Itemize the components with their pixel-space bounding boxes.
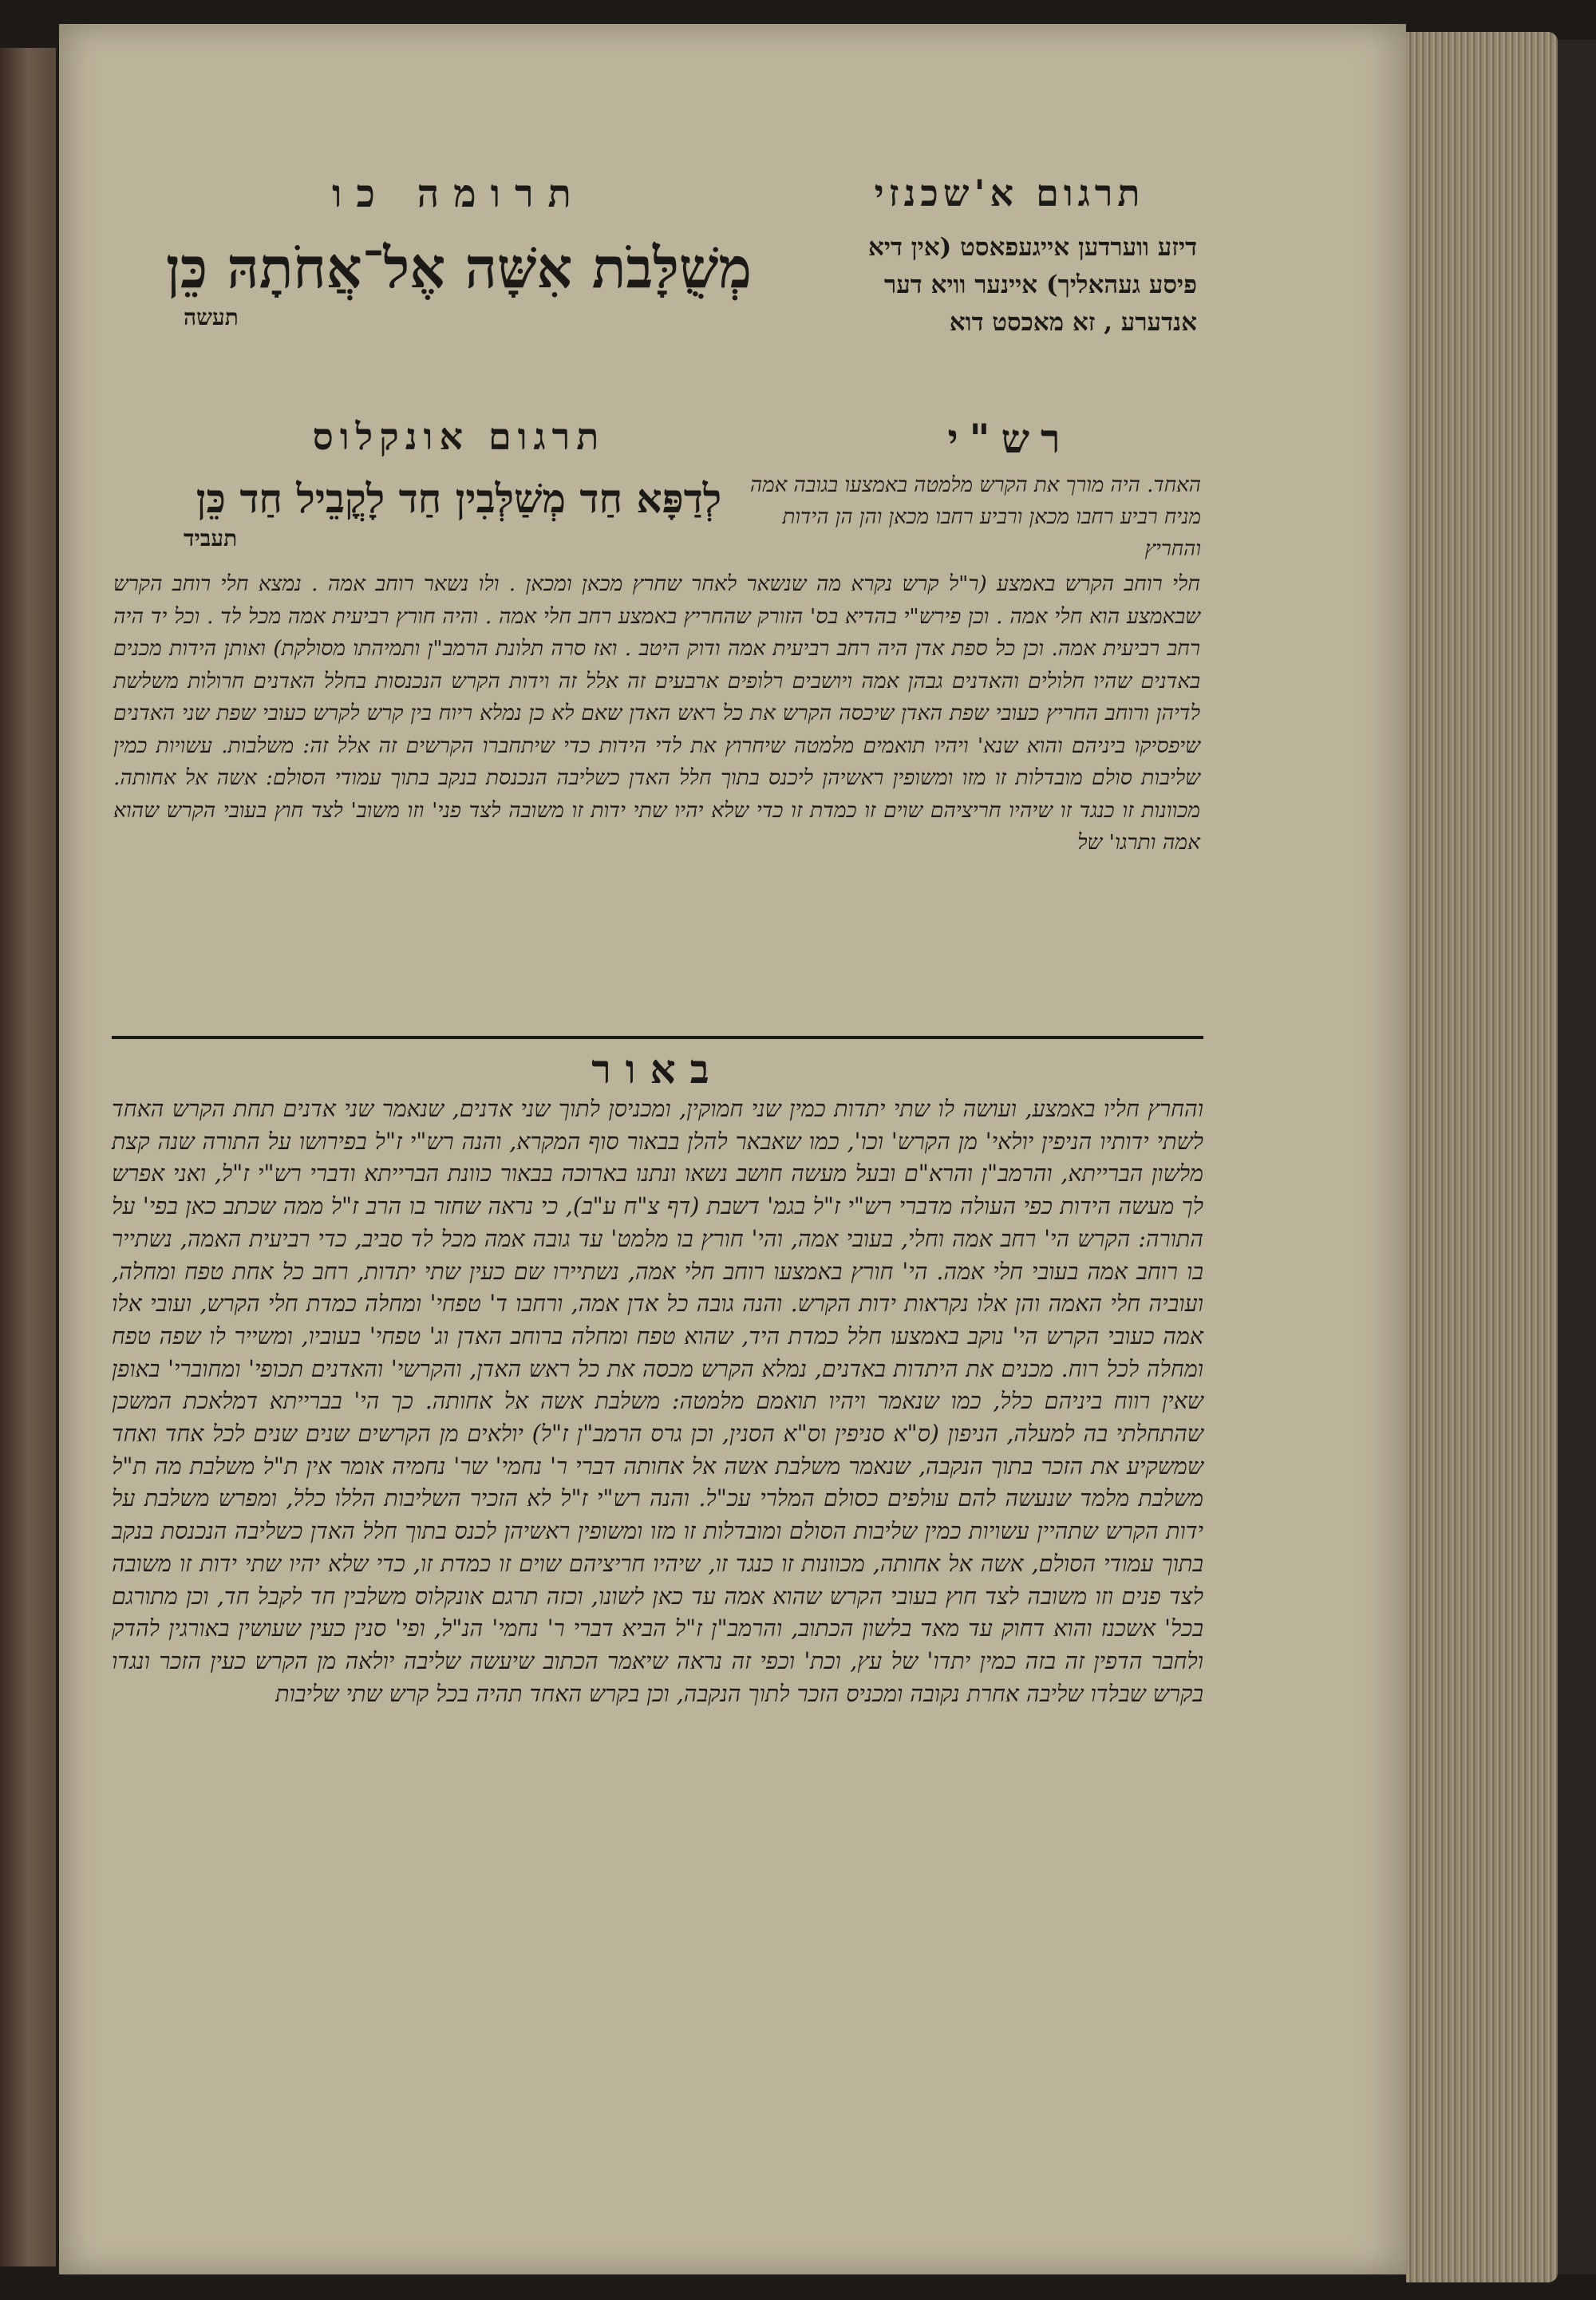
parsha-title: תרומה כו (332, 172, 586, 216)
targum-ashkenazi-title: תרגום א'שכנזי (874, 172, 1145, 215)
beur-commentary: והחרץ חליו באמצע, ועושה לו שתי יתדות כמין שני חמוקין, ומכניסן לתוך שני אדנים, שנאמר שני אדנים תחת הקרש האחד לשתי ידותיו הניפין יולאי' מן הקרש' וכו', כמו שאבאר להלן בבאור סוף המקרא, והנה רש"י ז"ל בפירושו על התורה שנה קצת מלשון הברייתא, והרמב"ן והרא"ם ובעל מעשה חושב נשאו ונתנו בארוכה בבאור כוונת הברייתא ודברי רש"י ז"ל, ואני אפרש לך מעשה הידות כפי העולה מדברי רש"י ז"ל בגמ' דשבת (דף צ"ח ע"ב), כי נראה שחזר בו הרב ז"ל ממה שכתב כאן בפי' על התורה: הקרש הי' רחב אמה וחלי, בעובי אמה, והי' חורץ בו מלמט' עד גובה אמה מכל לד סביב, כדי רביעית האמה, נשתייר בו רוחב אמה בעובי חלי אמה. הי' חורץ באמצעו רוחב חלי אמה, נשתיירו שם כעין שתי יתדות, רחב כל אחת טפח ומחלה, ועוביה חלי האמה והן אלו נקראות ידות הקרש. והנה גובה כל אדן אמה, ורחבו ד' טפחי' ומחלה כמדת חלי הקרש, ועובי אלו אמה כעובי הקרש הי' נוקב באמצעו חלל כמדת היד, שהוא טפח ומחלה ברוחב האדן וג' טפחי' בעוביו, ומשייר לו שפה טפח ומחלה לכל רוח. מכנים את היתדות באדנים, נמלא הקרש מכסה את כל ראש האדן, והקרשי' והאדנים תכופי' ומחוברי' באופן שאין רווח ביניהם כלל, כמו שנאמר ויהיו תואמם מלמטה: משלבת אשה אל אחותה. כך הי' בברייתא דמלאכת המשכן שהתחלתי בה למעלה, הניפון (ס"א סניפין וס"א הסנין, וכן גרס הרמב"ן ז"ל) יולאים מן הקרשים שנים שנים לכל אחד ואחד שמשקיע את הזכר בתוך הנקבה, שנאמר משלבת אשה אל אחותה דברי ר' נחמי' שר' נחמיה אומר אין ת"ל משלבת מה ת"ל משלבת מלמד שנעשה להם עולפים כסולם המלרי עכ"ל. והנה רש"י ז"ל לא הזכיר השליבות הללו כלל, ומפרש משלבת על ידות הקרש שתהיין עשויות כמין שליבות הסולם ומובדלות זו מזו ומשופין ראשיהן לכנס בתוך חלל האדן כשליבה הנכנסת בנקב בתוך עמודי הסולם, אשה אל אחותה, מכוונות זו כנגד זו, שיהיו חריציהם שוים זו כמדת זו, כדי שלא יהיו שתי ידות זו משובה לצד פנים וזו משובה לצד חוץ בעובי הקרש שהוא אמה עד כאן לשונו, וכזה תרגם אונקלוס משלבין חד לקבל חד, וכן מתורגם בכל' אשכנז והוא דחוק עד מאד בלשון הכתוב, והרמב"ן ז"ל הביא דברי ר' נחמי' הנ"ל, ופי' סנין כעין שעושין באורגין להדק ולחבר הדפין זה בזה כמין יתדו' של עץ, וכת' וכפי זה נראה שיאמר הכתוב שיעשה שליבה יולאה מן הקרש כעין הזכר ונגדו בקרש שבלדו שליבה אחרת נקובה ומכניס הזכר לתוך הנקבה, וכן בקרש האחד תהיה בכל קרש שתי שליבות (112, 1096, 1203, 1707)
beur-title: באור (591, 1045, 724, 1093)
onkelos-block (120, 415, 798, 552)
rashi-opening-text: האחד. היה מורך את הקרש מלמטה באמצעו בגובה אמה מניח רביע רחבו מכאן ורביע רחבו מכאן והן הן הידות והחריץ (750, 473, 1201, 561)
yiddish-translation: דיזע ווערדען אייגעפאסט (אין דיא פיסע געהאליך) איינער וויא דער אנדערע , זא מאכסט דוא (868, 233, 1197, 337)
rashi-title: רש"י (947, 415, 1072, 462)
onkelos-catchword: תעביד (184, 525, 238, 551)
verse-block (120, 172, 798, 331)
onkelos-title: תרגום אונקלוס (312, 415, 606, 458)
section-divider (112, 1036, 1203, 1039)
page-edges (1406, 32, 1558, 2282)
onkelos-text: לְדַפָּא חַד מְשַׁלְּבִין חַד לָקֳבֵיל חַד כֵּן (196, 475, 722, 522)
left-page-edge (0, 48, 56, 2266)
edge-shadow (1558, 40, 1596, 2274)
verse-text: מְשֻׁלָּבֹת אִשָּׁה אֶל־אֲחֹתָהּ כֵּן (166, 235, 752, 301)
targum-ashkenazi-block (822, 172, 1197, 342)
rashi-commentary: חלי רוחב הקרש באמצע (ר"ל קרש נקרא מה שנשאר לאחר שחרץ מכאן ומכאן . ולו נשאר רוחב אמה . נמצא חלי רוחב הקרש שבאמצע הוא חלי אמה . וכן פירש"י בהדיא בס' הזורק שהחריץ באמצע רחב חלי אמה . והיה חורץ רביעית אמה מכל לד . וכל יד היה רחב רביעית אמה. וכן כל ספת אדן היה רחב רביעית אמה ודוק היטב . ואז סרה תלונת הרמב"ן ותמיהתו מסולקת) ואותן הידות מכנים באדנים שהיו חלולים והאדנים גבהן אמה ויושבים רלופים ארבעים זה אלל זה וידות הקרש הנכנסות בחלל האדנים חרולות משלשת לדיהן ורוחב החריץ כעובי שפת האדן שיכסה הקרש את כל ראש האדן שאם לא כן נמלא ריוח בין קרש לקרש כעובי שפת שני האדנים שיפסיקו ביניהם והוא שנא' ויהיו תואמים מלמטה שיחרוץ את לדי הידות כדי שיתחברו הקרשים זה אלל זה: משלבות. עשויות כמין שליבות סולם מובדלות זו מזו ומשופין ראשיהן ליכנס בתוך חלל האדן כשליבה הנכנסת בנקב בתוך עמודי הסולם: אשה אל אחותה. מכוונות זו כנגד זו שיהיו חריציהם שוים זו כמדת זו כדי שלא יהיו שתי ידות זו משובה לצד פני' וזו משוב' לצד חוץ בעובי הקרש שהוא אמה ותרגו' של (113, 571, 1200, 855)
verse-catchword: תעשה (184, 304, 239, 330)
